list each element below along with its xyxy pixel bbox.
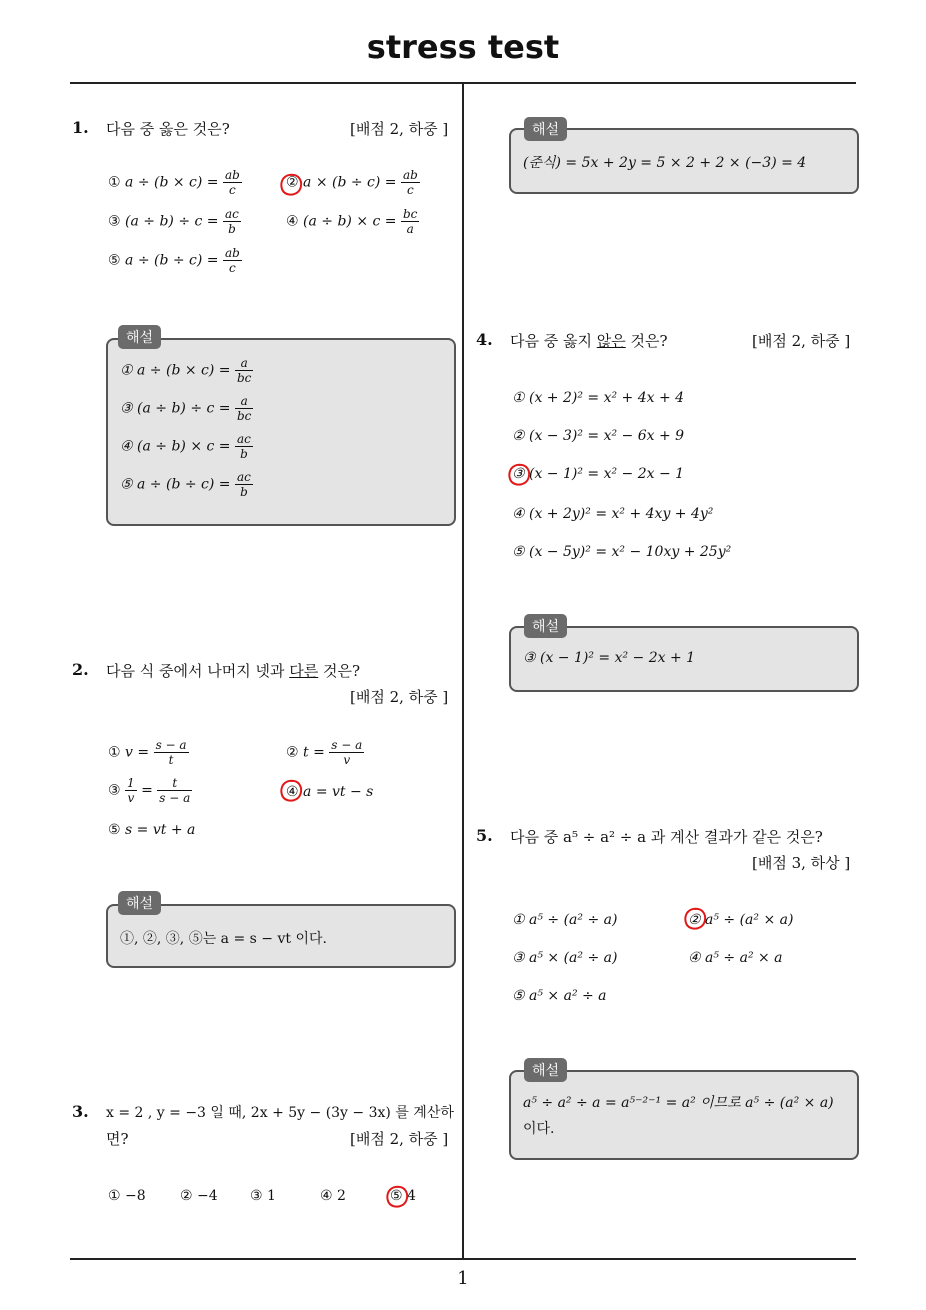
option-4[interactable]: ④ 2 bbox=[320, 1188, 346, 1204]
solution-box bbox=[509, 1070, 859, 1160]
frac-den: c bbox=[229, 261, 236, 275]
solution-expr: ⑤ a ÷ (b ÷ c) = bbox=[120, 476, 235, 493]
solution-expr: ④ (a ÷ b) × c = bbox=[120, 438, 235, 455]
frac-num: ab bbox=[402, 168, 418, 182]
frac-den: bc bbox=[236, 371, 252, 385]
question-text: x = 2 , y = −3 일 때, 2x + 5y − (3y − 3x) 를 계산하 bbox=[106, 1105, 454, 1121]
option-marker: ③ bbox=[108, 213, 121, 230]
solution-line bbox=[120, 356, 253, 385]
option-marker: ② bbox=[286, 174, 299, 191]
page-number: 1 bbox=[457, 1268, 469, 1289]
option-3[interactable]: ③ (x − 1)² = x² − 2x − 1 bbox=[512, 466, 685, 482]
document-title: stress test bbox=[366, 28, 560, 66]
question-number: 4. bbox=[476, 330, 493, 349]
option-marker: ① bbox=[108, 174, 121, 191]
solution-label: 해설 bbox=[524, 117, 567, 141]
option-1[interactable]: ① a⁵ ÷ (a² ÷ a) bbox=[512, 912, 618, 928]
question-text: 다음 식 중에서 나머지 넷과 다른 것은? bbox=[106, 662, 361, 680]
frac-num: ac bbox=[224, 207, 239, 221]
option-expr: a × (b ÷ c) = bbox=[303, 174, 401, 191]
solution-line bbox=[120, 394, 253, 423]
solution-line bbox=[120, 470, 253, 499]
frac-den: c bbox=[229, 183, 236, 197]
frac-num: a bbox=[235, 394, 253, 409]
option-3[interactable]: ③ 1 bbox=[250, 1188, 276, 1204]
option-3[interactable]: ③ a⁵ × (a² ÷ a) bbox=[512, 950, 618, 966]
frac-num: a bbox=[235, 356, 253, 371]
option-marker: ⑤ bbox=[108, 252, 121, 269]
question-number: 2. bbox=[72, 660, 89, 679]
frac-num: bc bbox=[402, 207, 418, 221]
frac-num: ac bbox=[236, 432, 251, 446]
option-2[interactable]: ② −4 bbox=[180, 1188, 218, 1204]
option-expr: (a ÷ b) × c = bbox=[303, 213, 401, 230]
option-3[interactable]: ③ $\frac{1}{v}$ = $\frac{t}{s - a}$ bbox=[108, 776, 191, 805]
option-1[interactable]: ① −8 bbox=[108, 1188, 146, 1204]
option-4[interactable]: ④ (x + 2y)² = x² + 4xy + 4y² bbox=[512, 506, 714, 522]
option-4[interactable] bbox=[286, 207, 419, 236]
option-2[interactable]: ② t = $\frac{s - a}{v}$ bbox=[286, 738, 363, 767]
question-text: 다음 중 a⁵ ÷ a² ÷ a 과 계산 결과가 같은 것은? bbox=[510, 828, 823, 846]
frac-den: bc bbox=[236, 409, 252, 423]
answer-circle-mark bbox=[278, 778, 304, 804]
answer-circle-mark bbox=[278, 172, 304, 198]
solution-line: (준식) = 5x + 2y = 5 × 2 + 2 × (−3) = 4 bbox=[523, 155, 807, 171]
solution-label: 해설 bbox=[118, 325, 161, 349]
solution-line: ①, ②, ③, ⑤는 a = s − vt 이다. bbox=[120, 931, 327, 947]
option-5[interactable]: ⑤ (x − 5y)² = x² − 10xy + 25y² bbox=[512, 544, 732, 560]
option-5[interactable]: ⑤ s = vt + a bbox=[108, 822, 196, 838]
solution-label: 해설 bbox=[118, 891, 161, 915]
frac-num: ab bbox=[224, 168, 240, 182]
solution-line: ③ (x − 1)² = x² − 2x + 1 bbox=[523, 650, 696, 666]
solution-box bbox=[106, 338, 456, 526]
option-2[interactable]: ② (x − 3)² = x² − 6x + 9 bbox=[512, 428, 685, 444]
option-5[interactable]: ⑤ a⁵ × a² ÷ a bbox=[512, 988, 607, 1004]
column-divider bbox=[462, 84, 464, 1260]
frac-num: ab bbox=[224, 246, 240, 260]
answer-circle-mark bbox=[384, 1184, 410, 1210]
option-expr: (a ÷ b) ÷ c = bbox=[125, 213, 223, 230]
answer-circle-mark bbox=[506, 462, 532, 488]
question-points: [배점 3, 하상 ] bbox=[752, 854, 851, 872]
solution-label: 해설 bbox=[524, 614, 567, 638]
question-points: [배점 2, 하중 ] bbox=[752, 332, 851, 350]
frac-den: b bbox=[228, 222, 236, 236]
frac-den: c bbox=[407, 183, 414, 197]
solution-expr: ③ (a ÷ b) ÷ c = bbox=[120, 400, 235, 417]
option-expr: a ÷ (b ÷ c) = bbox=[125, 252, 223, 269]
option-4[interactable]: ④ a = vt − s bbox=[286, 784, 374, 800]
solution-line: 이다. bbox=[523, 1121, 555, 1137]
option-3[interactable] bbox=[108, 207, 241, 236]
solution-line bbox=[120, 432, 253, 461]
question-number: 5. bbox=[476, 826, 493, 845]
option-2[interactable] bbox=[286, 168, 420, 197]
footer-rule bbox=[70, 1258, 856, 1260]
frac-den: b bbox=[240, 485, 248, 499]
question-number: 1. bbox=[72, 118, 89, 137]
solution-expr: ① a ÷ (b × c) = bbox=[120, 362, 235, 379]
solution-label: 해설 bbox=[524, 1058, 567, 1082]
question-text-cont: 면? bbox=[106, 1130, 129, 1148]
option-1[interactable]: ① v = $\frac{s - a}{t}$ bbox=[108, 738, 187, 767]
question-points: [배점 2, 하중 ] bbox=[350, 120, 449, 138]
solution-line: a⁵ ÷ a² ÷ a = a⁵⁻²⁻¹ = a² 이므로 a⁵ ÷ (a² × a) bbox=[523, 1095, 834, 1111]
option-4[interactable]: ④ a⁵ ÷ a² × a bbox=[688, 950, 783, 966]
option-5[interactable] bbox=[108, 246, 242, 275]
question-number: 3. bbox=[72, 1102, 89, 1121]
question-text: 다음 중 옳지 않은 것은? bbox=[510, 332, 668, 350]
question-text: 다음 중 옳은 것은? bbox=[106, 120, 230, 138]
option-1[interactable]: ① (x + 2)² = x² + 4x + 4 bbox=[512, 390, 685, 406]
frac-den: b bbox=[240, 447, 248, 461]
option-5[interactable]: ⑤ 4 bbox=[390, 1188, 416, 1204]
frac-den: a bbox=[406, 222, 414, 236]
option-2[interactable]: ② a⁵ ÷ (a² × a) bbox=[688, 912, 794, 928]
frac-num: ac bbox=[236, 470, 251, 484]
option-1[interactable] bbox=[108, 168, 242, 197]
question-points: [배점 2, 하중 ] bbox=[350, 1130, 449, 1148]
question-points: [배점 2, 하중 ] bbox=[350, 688, 449, 706]
answer-circle-mark bbox=[682, 906, 708, 932]
option-expr: a ÷ (b × c) = bbox=[125, 174, 223, 191]
option-marker: ④ bbox=[286, 213, 299, 230]
